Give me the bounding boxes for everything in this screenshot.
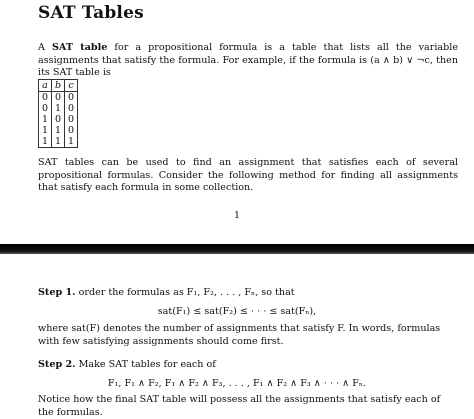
intro-term: SAT table	[51, 42, 108, 53]
table-cell: 1	[39, 114, 52, 125]
step-one	[38, 287, 458, 300]
step-one-explanation: where sat(F) denotes the number of assignments that satisfy F. In words, formulas with few satisfying assignments should come first.	[38, 323, 441, 347]
intro-rest: for a propositional formula is a table that lists all the variable assignments that satisfy the formula. For example, if the formula is (a ∧ b) ∨ ¬c, then its SAT table is	[38, 42, 459, 78]
table-cell: 1	[52, 136, 65, 148]
step-one-text: order the formulas as F₁, F₂, . . . , Fₙ, so that	[75, 287, 295, 298]
table-cell: 0	[39, 92, 52, 104]
table-cell: 0	[65, 125, 78, 136]
table-cell: 0	[65, 92, 78, 104]
table-cell: 1	[39, 125, 52, 136]
table-row	[39, 136, 78, 148]
table-cell: 0	[65, 114, 78, 125]
step-one-label: Step 1.	[38, 287, 76, 298]
table-cell: 0	[52, 114, 65, 125]
step-two-label: Step 2.	[38, 359, 76, 370]
step-one-equation: sat(F₁) ≤ sat(F₂) ≤ · · · ≤ sat(Fₙ),	[157, 306, 317, 317]
table-row	[39, 92, 78, 104]
table-row	[39, 103, 78, 114]
method-paragraph: SAT tables can be used to find an assignment that satisfies each of several propositional formulas. Consider the following method for finding all assignments that satisfy each formula in some collection.	[38, 157, 458, 193]
table-row	[39, 114, 78, 125]
section-title: SAT Tables	[38, 3, 144, 23]
intro-prefix: A	[38, 42, 52, 53]
table-row	[39, 125, 78, 136]
table-cell: 0	[65, 103, 78, 114]
sat-table-header: c	[65, 80, 78, 92]
table-cell: 1	[52, 125, 65, 136]
table-cell: 1	[65, 136, 78, 148]
sat-table-header: a	[39, 80, 52, 92]
table-cell: 0	[39, 103, 52, 114]
sat-table	[38, 79, 78, 148]
table-cell: 1	[52, 103, 65, 114]
step-two-equation: F₁, F₁ ∧ F₂, F₁ ∧ F₂ ∧ F₃, . . . , F₁ ∧ F₂ ∧ F₃ ∧ · · · ∧ Fₙ.	[107, 378, 367, 389]
step-two	[38, 359, 458, 372]
table-cell: 1	[39, 136, 52, 148]
step-two-text: Make SAT tables for each of	[75, 359, 216, 370]
sat-table-header: b	[52, 80, 65, 92]
sat-table-header-row	[39, 80, 78, 92]
step-two-note: Notice how the final SAT table will possess all the assignments that satisfy each of the formulas.	[38, 394, 441, 418]
page-number: 1	[234, 210, 241, 221]
intro-paragraph	[38, 42, 458, 80]
table-cell: 0	[52, 92, 65, 104]
